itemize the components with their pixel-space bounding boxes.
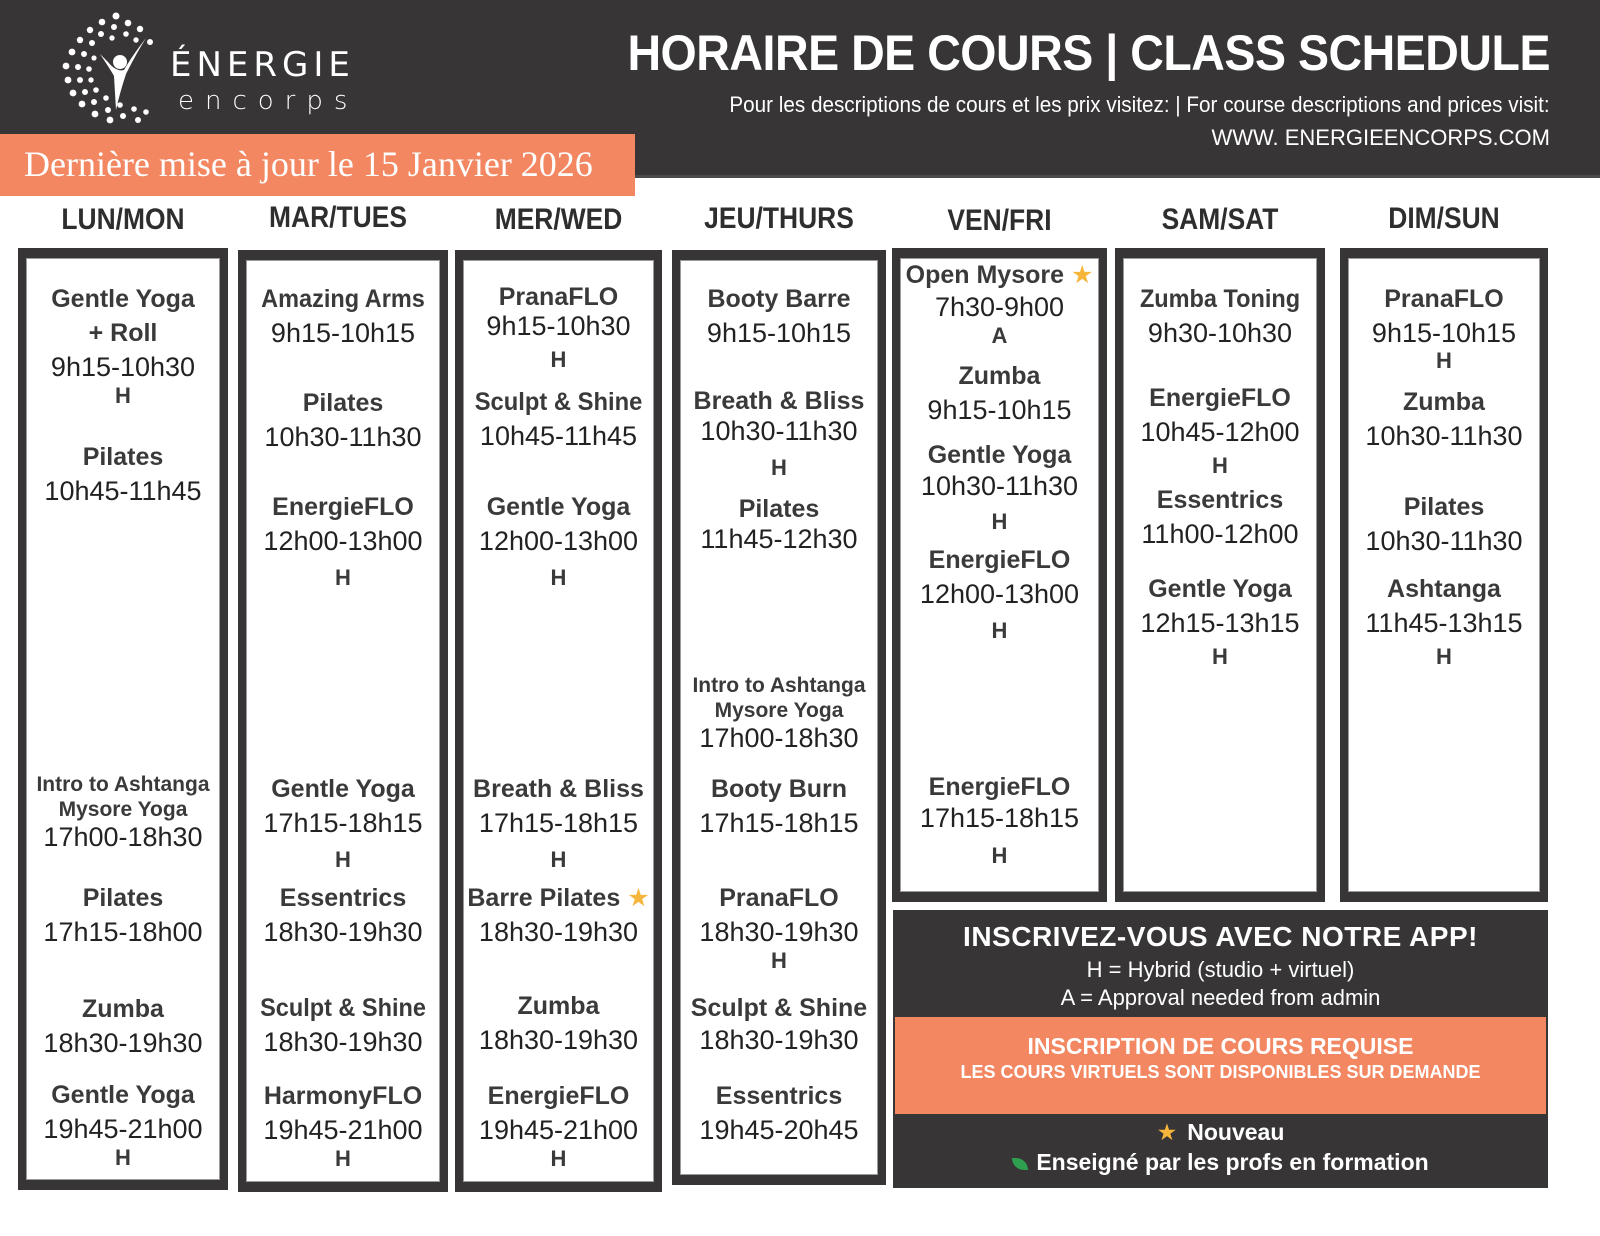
day-heading-sun: DIM/SUN xyxy=(1388,202,1500,235)
class-time: 12h15-13h15 xyxy=(1140,608,1300,638)
class-entry[interactable] xyxy=(901,439,1098,543)
class-time: 10h30-11h30 xyxy=(264,422,422,452)
class-entry[interactable] xyxy=(27,772,219,852)
class-tag: H xyxy=(1212,453,1228,478)
class-name: Barre Pilates xyxy=(467,884,621,912)
class-entry[interactable] xyxy=(27,992,219,1060)
leaf-icon xyxy=(1012,1158,1028,1170)
class-time: 18h30-19h30 xyxy=(699,1025,859,1055)
day-heading-tue: MAR/TUES xyxy=(269,201,407,234)
class-time: 12h00-13h00 xyxy=(263,526,423,556)
class-name-line2: Mysore Yoga xyxy=(714,699,844,722)
class-time: 19h45-21h00 xyxy=(43,1114,203,1144)
class-time: 9h15-10h30 xyxy=(486,311,631,341)
class-entry[interactable] xyxy=(1124,572,1316,674)
day-column-wed xyxy=(455,250,662,1192)
class-name: Gentle Yoga xyxy=(1148,575,1292,603)
class-name: Zumba xyxy=(517,992,600,1020)
legend-hybrid: H = Hybrid (studio + virtuel) xyxy=(1086,957,1355,982)
class-entry[interactable] xyxy=(247,991,439,1059)
day-heading-wed: MER/WED xyxy=(494,203,623,236)
class-name: Gentle Yoga xyxy=(271,775,415,803)
class-name: PranaFLO xyxy=(1384,285,1504,313)
class-name: Pilates xyxy=(1403,493,1485,521)
class-name-line2: + Roll xyxy=(88,319,158,347)
class-time: 19h45-20h45 xyxy=(699,1115,859,1145)
class-time: 9h15-10h15 xyxy=(270,318,416,348)
class-name: Zumba Toning xyxy=(1139,285,1301,313)
class-entry[interactable] xyxy=(1124,483,1316,551)
class-time: 19h45-21h00 xyxy=(263,1115,423,1145)
class-entry[interactable] xyxy=(464,772,653,880)
class-name: Zumba xyxy=(958,362,1041,390)
class-time: 10h30-11h30 xyxy=(1365,526,1523,556)
class-time: 9h30-10h30 xyxy=(1147,318,1293,348)
day-heading-sat: SAM/SAT xyxy=(1161,203,1279,236)
class-tag: H xyxy=(1436,644,1452,669)
day-column-body xyxy=(463,260,654,1182)
star-icon: ★ xyxy=(1070,261,1094,289)
class-time: 10h45-11h45 xyxy=(479,421,638,451)
class-entry[interactable] xyxy=(681,494,877,554)
app-signup-heading: INSCRIVEZ-VOUS AVEC NOTRE APP! xyxy=(963,921,1478,952)
legend-trainee xyxy=(893,1147,1548,1177)
legend-new xyxy=(893,1117,1548,1147)
class-tag: H xyxy=(1436,348,1452,373)
page-subtitle: Pour les descriptions de cours et les prix visitez: | For course descriptions and prices visit: xyxy=(729,92,1550,117)
day-column-mon xyxy=(18,248,228,1190)
day-heading-mon: LUN/MON xyxy=(61,203,185,236)
class-time: 10h30-11h30 xyxy=(1365,421,1523,451)
class-entry[interactable] xyxy=(27,440,219,508)
class-tag: H xyxy=(991,509,1008,534)
class-entry[interactable] xyxy=(681,386,877,490)
class-entry[interactable] xyxy=(247,490,439,598)
brand-logo[interactable] xyxy=(50,12,359,124)
class-time: 11h45-12h30 xyxy=(700,524,858,554)
class-entry[interactable] xyxy=(247,881,439,949)
class-time: 11h00-12h00 xyxy=(1141,519,1299,549)
class-entry[interactable] xyxy=(681,673,877,753)
class-name: PranaFLO xyxy=(498,283,619,311)
class-time: 17h15-18h15 xyxy=(919,803,1080,833)
day-column-body xyxy=(1348,258,1540,892)
class-name: Amazing Arms xyxy=(261,285,425,313)
class-name: Sculpt & Shine xyxy=(474,388,643,416)
class-time: 11h45-13h15 xyxy=(1365,608,1523,638)
class-entry[interactable] xyxy=(681,881,877,973)
class-tag: H xyxy=(550,1146,567,1171)
class-time: 18h30-19h30 xyxy=(699,917,859,947)
class-name: Intro to Ashtanga xyxy=(692,674,866,697)
class-entry[interactable] xyxy=(464,989,653,1057)
class-time: 18h30-19h30 xyxy=(263,1027,423,1057)
class-name: EnergieFLO xyxy=(272,493,414,521)
brand-subname: encorps xyxy=(178,86,359,116)
class-entry[interactable] xyxy=(1124,282,1316,350)
class-entry[interactable] xyxy=(901,359,1098,427)
class-time: 12h00-13h00 xyxy=(478,526,639,556)
class-name: EnergieFLO xyxy=(928,773,1071,801)
class-name: Essentrics xyxy=(1156,486,1284,514)
class-entry[interactable] xyxy=(681,282,877,350)
class-name: Sculpt & Shine xyxy=(690,994,868,1022)
class-entry[interactable] xyxy=(1124,381,1316,483)
updated-banner xyxy=(0,134,635,196)
class-entry[interactable] xyxy=(247,386,439,454)
star-icon: ★ xyxy=(1156,1119,1178,1145)
day-column-body xyxy=(900,258,1099,892)
class-entry[interactable] xyxy=(901,772,1098,878)
class-entry[interactable] xyxy=(27,1078,219,1170)
class-name: EnergieFLO xyxy=(487,1082,630,1110)
class-name: Zumba xyxy=(1403,388,1485,416)
class-entry[interactable] xyxy=(681,772,877,840)
class-name: PranaFLO xyxy=(719,884,839,912)
class-entry[interactable] xyxy=(681,1079,877,1147)
website-link[interactable]: WWW. ENERGIEENCORPS.COM xyxy=(1211,125,1550,150)
class-time: 19h45-21h00 xyxy=(478,1115,639,1145)
class-time: 9h15-10h15 xyxy=(706,318,852,348)
dotted-circle-figure-logo-icon xyxy=(50,12,170,124)
class-name: Booty Burn xyxy=(710,775,848,803)
registration-notice xyxy=(895,1017,1546,1114)
class-name: Ashtanga xyxy=(1387,575,1501,603)
day-heading-fri: VEN/FRI xyxy=(947,204,1052,237)
class-name-row xyxy=(901,259,1098,291)
class-name: HarmonyFLO xyxy=(263,1082,423,1110)
class-tag: H xyxy=(115,383,131,408)
class-tag: H xyxy=(771,948,787,973)
class-name: EnergieFLO xyxy=(1149,384,1291,412)
virtual-available-text: LES COURS VIRTUELS SONT DISPONIBLES SUR DEMANDE xyxy=(960,1062,1481,1082)
class-name: Pilates xyxy=(82,884,164,912)
class-time: 17h15-18h00 xyxy=(43,917,203,947)
class-name-line2: Mysore Yoga xyxy=(58,798,188,821)
registration-required-text: INSCRIPTION DE COURS REQUISE xyxy=(1027,1033,1414,1059)
class-time: 18h30-19h30 xyxy=(43,1028,203,1058)
info-panel xyxy=(893,910,1548,1188)
class-name: Open Mysore xyxy=(905,261,1064,289)
page-title: HORAIRE DE COURS | CLASS SCHEDULE xyxy=(627,25,1550,81)
day-column-fri xyxy=(892,248,1107,902)
class-time: 10h30-11h30 xyxy=(700,416,858,446)
class-name: Sculpt & Shine xyxy=(260,994,426,1022)
legend-trainee-label: Enseigné par les profs en formation xyxy=(1036,1149,1429,1175)
class-tag: H xyxy=(991,843,1008,868)
updated-date-text: Dernière mise à jour le 15 Janvier 2026 xyxy=(24,144,593,184)
class-time: 10h45-11h45 xyxy=(44,476,202,506)
class-time: 10h45-12h00 xyxy=(1140,417,1300,447)
class-name: Essentrics xyxy=(715,1082,843,1110)
class-tag: H xyxy=(335,1146,351,1171)
class-tag: H xyxy=(991,618,1008,643)
class-entry[interactable] xyxy=(1349,490,1539,558)
class-entry[interactable] xyxy=(27,881,219,949)
class-time: 17h00-18h30 xyxy=(43,822,203,852)
class-name: Pilates xyxy=(302,389,384,417)
class-tag: A xyxy=(991,323,1008,348)
class-time: 10h30-11h30 xyxy=(920,471,1079,501)
class-time: 7h30-9h00 xyxy=(934,292,1065,322)
class-entry[interactable] xyxy=(1349,385,1539,453)
class-entry[interactable] xyxy=(901,543,1098,651)
class-time: 9h15-10h30 xyxy=(50,352,196,382)
day-column-body xyxy=(246,260,440,1182)
star-icon: ★ xyxy=(627,884,650,912)
class-tag: H xyxy=(550,565,567,590)
class-tag: H xyxy=(335,565,351,590)
class-name-row xyxy=(464,881,653,915)
day-column-sun xyxy=(1340,248,1548,902)
day-column-sat xyxy=(1115,248,1325,902)
class-entry[interactable] xyxy=(1349,282,1539,372)
class-tag: H xyxy=(771,455,787,480)
class-name: Pilates xyxy=(82,443,164,471)
class-name: Breath & Bliss xyxy=(693,387,865,415)
class-name: Pilates xyxy=(738,495,820,523)
class-time: 9h15-10h15 xyxy=(927,395,1072,425)
legend-new-label: Nouveau xyxy=(1187,1119,1285,1145)
class-name: Gentle Yoga xyxy=(486,493,631,521)
class-name: Gentle Yoga xyxy=(927,441,1072,469)
legend-approval: A = Approval needed from admin xyxy=(1060,985,1381,1010)
day-column-thu xyxy=(672,250,886,1185)
class-time: 12h00-13h00 xyxy=(919,579,1080,609)
class-name: Intro to Ashtanga xyxy=(36,773,210,796)
class-entry[interactable] xyxy=(464,490,653,598)
class-entry[interactable] xyxy=(247,282,439,350)
brand-name: ÉNERGIE xyxy=(170,45,355,85)
class-entry[interactable] xyxy=(27,282,219,408)
class-entry[interactable] xyxy=(901,259,1098,349)
class-time: 17h15-18h15 xyxy=(699,808,859,838)
class-name: Gentle Yoga xyxy=(51,285,195,313)
class-time: 18h30-19h30 xyxy=(478,1025,639,1055)
class-name: Breath & Bliss xyxy=(473,775,644,803)
day-column-tue xyxy=(238,250,448,1192)
class-entry[interactable] xyxy=(1349,572,1539,674)
class-tag: H xyxy=(1212,644,1228,669)
class-entry[interactable] xyxy=(464,282,653,380)
class-name: Zumba xyxy=(82,995,164,1023)
class-name: Booty Barre xyxy=(707,285,851,313)
day-column-body xyxy=(26,258,220,1180)
day-column-body xyxy=(680,260,878,1175)
class-name: EnergieFLO xyxy=(928,546,1071,574)
class-entry[interactable] xyxy=(464,1079,653,1171)
class-time: 9h15-10h15 xyxy=(1371,318,1517,348)
class-tag: H xyxy=(115,1145,131,1170)
class-name: Essentrics xyxy=(279,884,407,912)
class-tag: H xyxy=(335,847,351,872)
class-time: 17h15-18h15 xyxy=(263,808,423,838)
class-entry[interactable] xyxy=(247,772,439,880)
class-time: 17h15-18h15 xyxy=(478,808,639,838)
class-name: Gentle Yoga xyxy=(51,1081,195,1109)
day-column-body xyxy=(1123,258,1317,892)
class-entry[interactable] xyxy=(464,385,653,453)
class-entry[interactable] xyxy=(247,1079,439,1171)
class-tag: H xyxy=(550,847,567,872)
class-entry[interactable] xyxy=(464,881,653,949)
day-heading-thu: JEU/THURS xyxy=(704,202,854,235)
class-tag: H xyxy=(550,347,567,372)
class-time: 18h30-19h30 xyxy=(478,917,639,947)
class-entry[interactable] xyxy=(681,991,877,1055)
class-time: 18h30-19h30 xyxy=(263,917,423,947)
class-time: 17h00-18h30 xyxy=(699,723,859,753)
